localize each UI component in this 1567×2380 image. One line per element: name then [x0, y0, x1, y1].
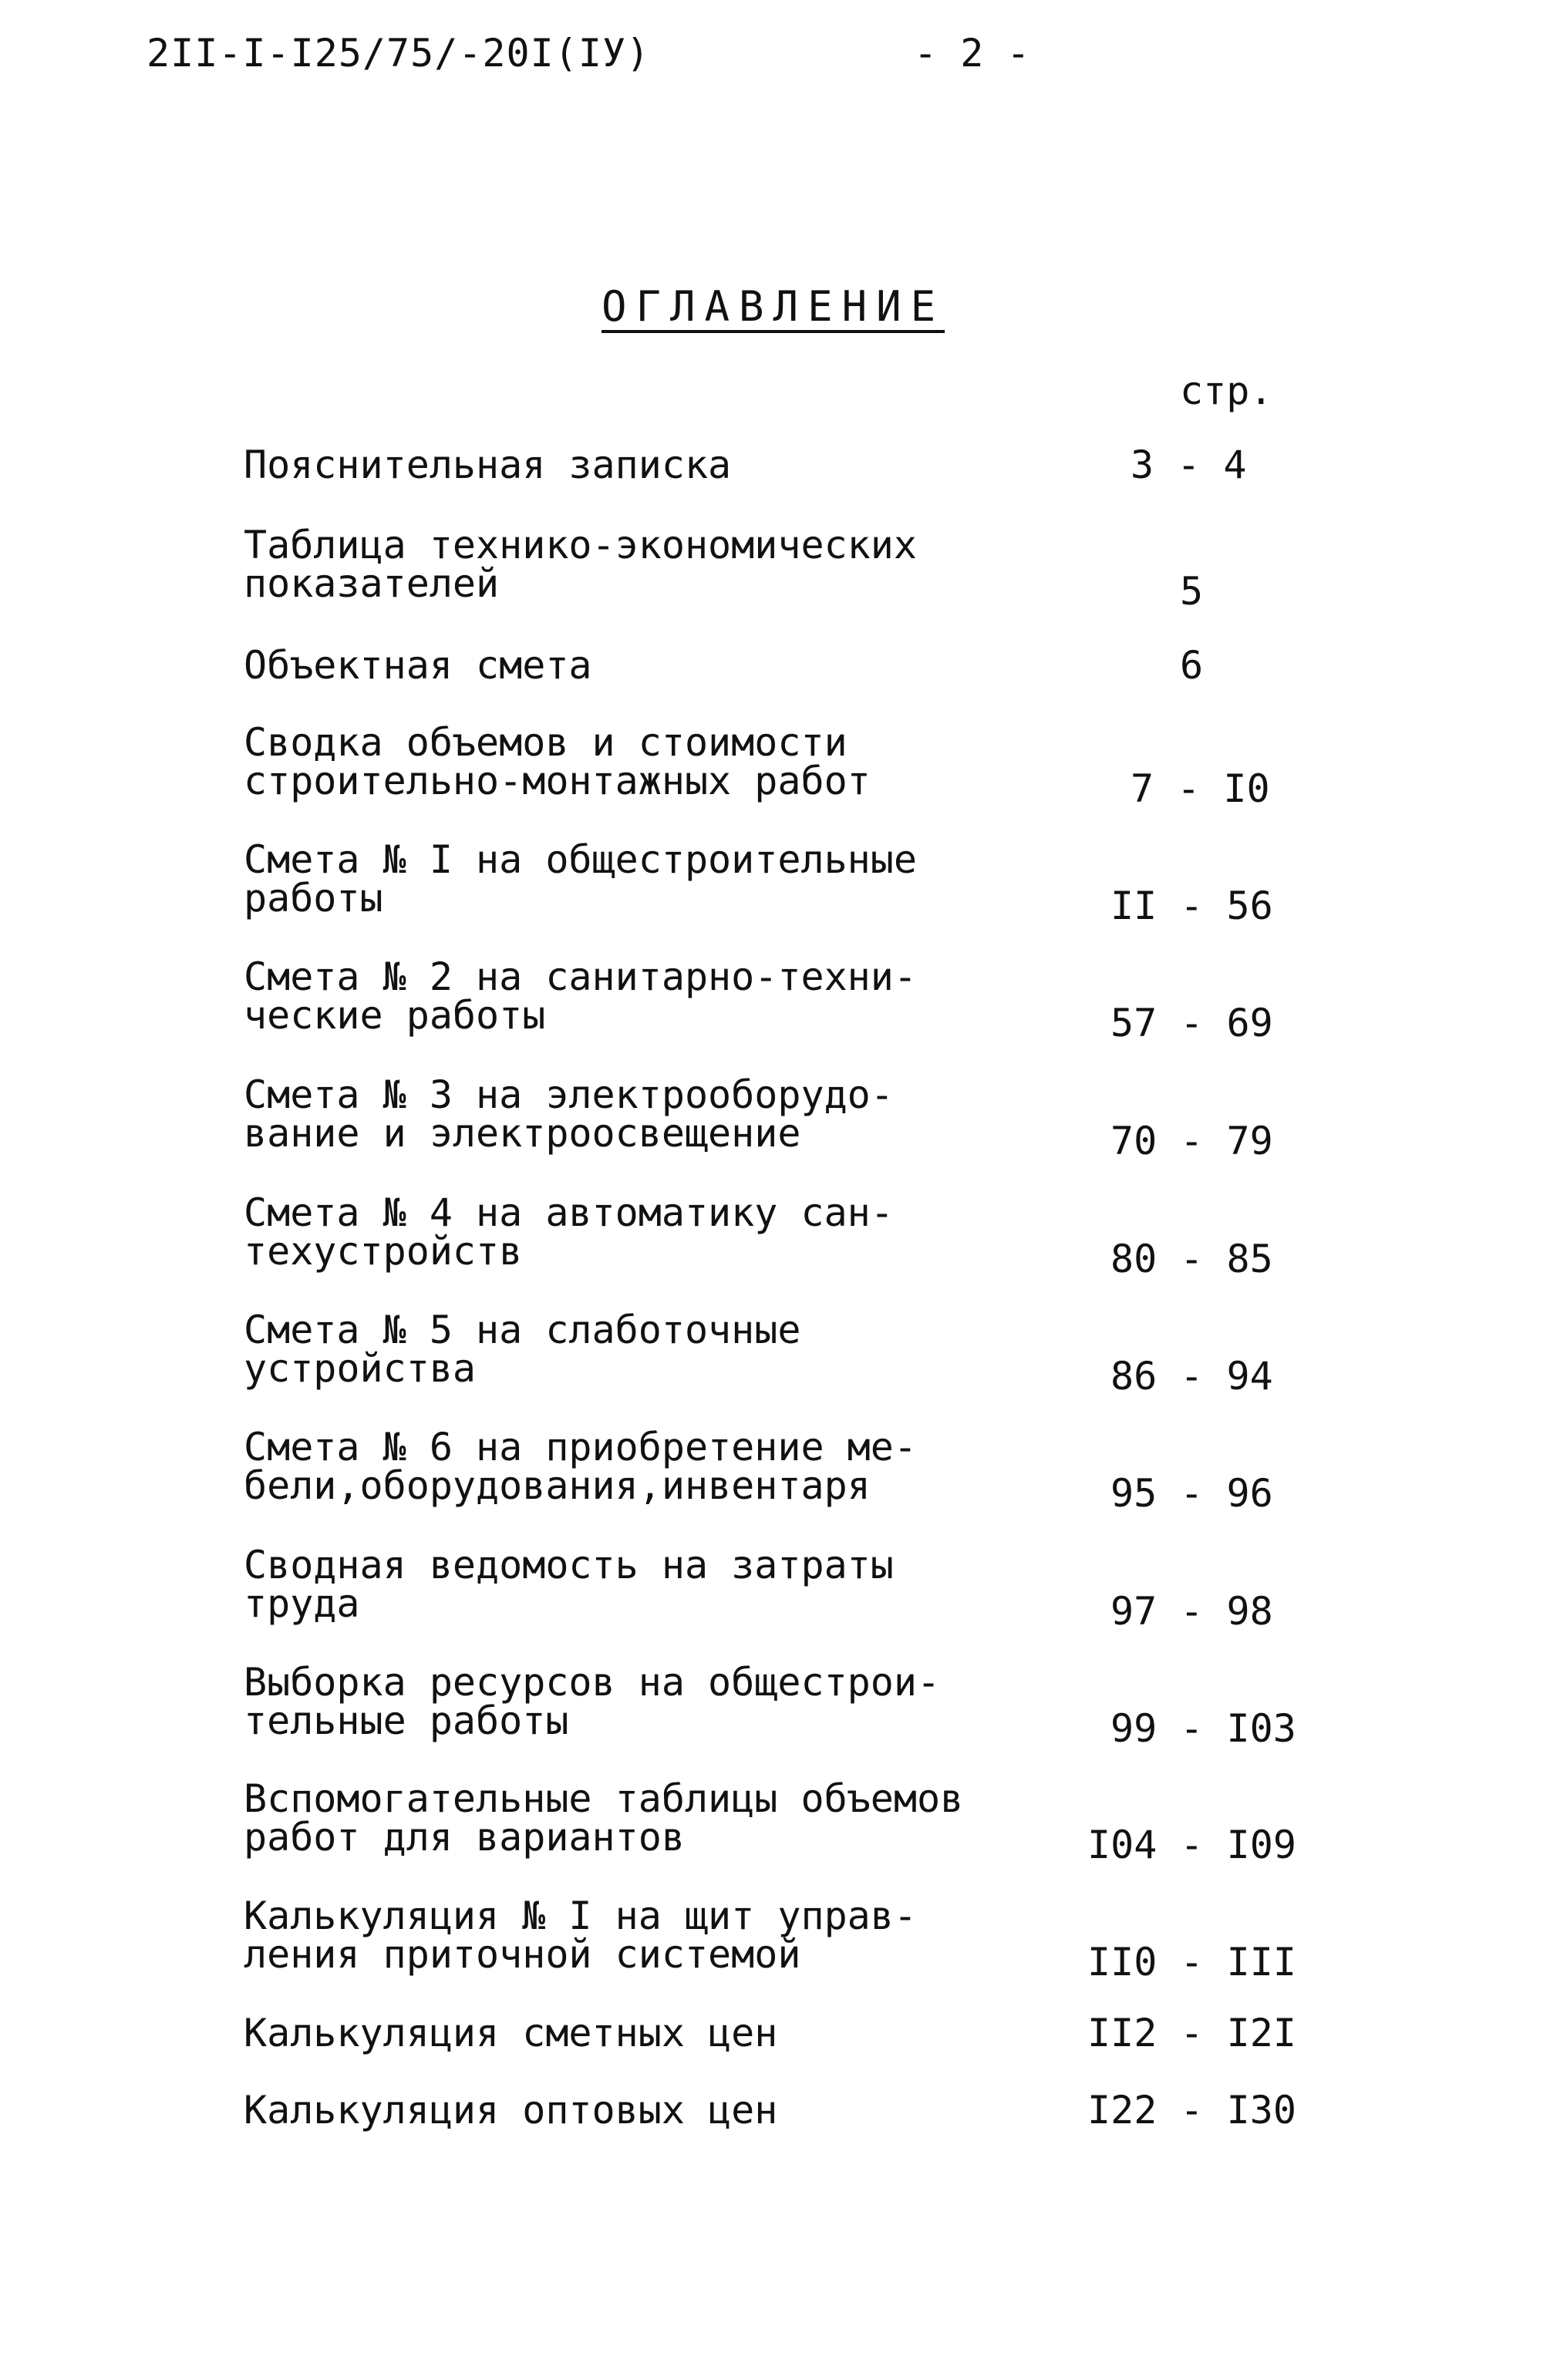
toc-title: ОГЛАВЛЕНИЕ	[602, 282, 945, 331]
toc-entry-pages: 80 - 85	[1110, 1237, 1273, 1281]
toc-entry-pages: 86 - 94	[1110, 1354, 1273, 1399]
toc-entry	[244, 837, 1323, 928]
toc-entry	[244, 1894, 1323, 1984]
toc-entry-title: Смета № 3 на электрооборудо- вание и электроосвещение	[244, 1072, 894, 1156]
toc-entry-title: Вспомогательные таблицы объемов работ для вариантов	[244, 1776, 964, 1860]
toc-entry	[244, 954, 1323, 1045]
toc-entry	[244, 643, 1323, 731]
toc-entry-pages: II2 - I2I	[1087, 2011, 1296, 2055]
toc-entry-title: Смета № 4 на автоматику сан- техустройств	[244, 1190, 894, 1274]
toc-entry-title: Пояснительная записка	[244, 443, 732, 487]
toc-entry	[244, 720, 1323, 811]
toc-entry-pages: II - 56	[1110, 884, 1273, 928]
toc-entry-title: Калькуляция сметных цен	[244, 2011, 778, 2055]
toc-entry	[244, 1776, 1323, 1867]
toc-entry-pages: 70 - 79	[1110, 1119, 1273, 1163]
toc-entry	[244, 1308, 1323, 1399]
toc-entry	[244, 443, 1323, 530]
toc-entry-pages: II0 - III	[1087, 1940, 1296, 1984]
toc-entry	[244, 523, 1323, 614]
toc-entry-pages: I22 - I30	[1087, 2088, 1296, 2133]
toc-entry-pages: 97 - 98	[1110, 1589, 1273, 1634]
toc-entry-pages: 5	[1180, 569, 1204, 614]
toc-entry-title: Сводная ведомость на затраты труда	[244, 1543, 894, 1626]
toc-entry	[244, 1190, 1323, 1281]
toc-entry-title: Калькуляция № I на щит управ- ления приточной системой	[244, 1894, 917, 1977]
toc-entry-title: Смета № 6 на приобретение ме- бели,оборудования,инвентаря	[244, 1425, 917, 1508]
toc-entry-pages: 99 - I03	[1110, 1706, 1296, 1751]
page-number: - 2 -	[914, 31, 1030, 76]
toc-entry-pages: 57 - 69	[1110, 1001, 1273, 1045]
toc-entry	[244, 1543, 1323, 1634]
toc-entry-title: Смета № 5 на слаботочные устройства	[244, 1308, 801, 1391]
toc-entry	[244, 1072, 1323, 1163]
toc-entry-title: Смета № I на общестроительные работы	[244, 837, 917, 921]
toc-entry-pages: 95 - 96	[1110, 1471, 1273, 1516]
toc-entry	[244, 2011, 1323, 2099]
toc-entry-title: Таблица технико-экономических показателей	[244, 523, 917, 606]
toc-entry	[244, 1425, 1323, 1516]
toc-entry-pages: 3 - 4	[1131, 443, 1247, 487]
toc-entry-title: Выборка ресурсов на общестрои- тельные работы	[244, 1660, 941, 1743]
toc-entry-pages: 7 - I0	[1131, 766, 1270, 811]
toc-entry-title: Объектная смета	[244, 643, 592, 688]
toc-entry	[244, 1660, 1323, 1751]
pages-column-header: стр.	[1180, 369, 1273, 413]
toc-entry-pages: 6	[1180, 643, 1204, 688]
document-code: 2II-I-I25/75/-20I(IУ)	[147, 31, 651, 76]
toc-entry-title: Сводка объемов и стоимости строительно-монтажных работ	[244, 720, 871, 803]
toc-entry-title: Калькуляция оптовых цен	[244, 2088, 778, 2133]
toc-entry	[244, 2088, 1323, 2176]
toc-entry-pages: I04 - I09	[1087, 1823, 1296, 1867]
toc-entry-title: Смета № 2 на санитарно-техни- ческие работы	[244, 954, 917, 1038]
